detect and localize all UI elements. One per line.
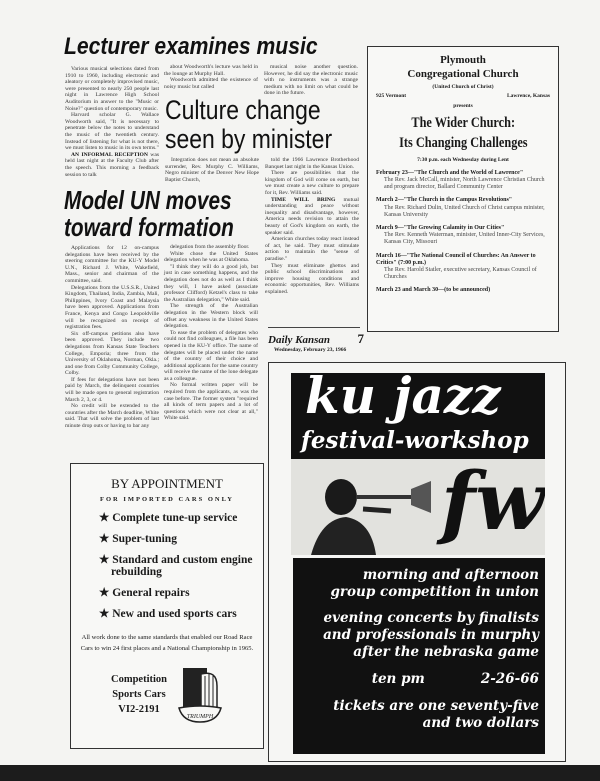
jazz-subtitle: festival-workshop (301, 427, 529, 454)
service-item: ★ Standard and custom engine rebuilding (99, 554, 253, 578)
affiliation: (United Church of Christ) (432, 84, 494, 90)
paragraph: Delegations from the U.S.S.R., United Kingdom, Thailand, India, Zambia, Mali, Philippines, Ivory Coast and Malaysia have been approved. Applications from France, Kenya and Congo Leopoldville will be recognized on receipt of registration fees. (65, 284, 159, 331)
headline-lecturer: Lecturer examines music (64, 33, 318, 60)
church-name: Plymouth (440, 54, 486, 66)
event: March 2—"The Church in the Campus Revolutions" The Rev. Richard Dulin, United Church of Christ campus minister, Kansas University (376, 197, 545, 218)
event: March 9—"The Growing Calamity in Our Cities" The Rev. Kenneth Waterman, minister, United Inner-City Services, Kansas City, Missouri (376, 225, 545, 246)
event: February 23—"The Church and the World of Lawrence" The Rev. Jack McCall, minister, North Lawrence Christian Church and program director, Ballard Community Center (376, 169, 545, 191)
ad-title: BY APPOINTMENT (111, 476, 223, 491)
paragraph: American churches today react instead of act, he said. They must stimulate action to maintain the "sense of paradise." (265, 236, 359, 262)
music-column-3 (264, 64, 358, 97)
paragraph: Harvard scholar G. Wallace Woodworth said, "It is necessary to penetrate below the notes to understand the music of the twentieth century. Instead of listening for what is not there, we must listen to music in its own terms." (65, 112, 159, 152)
paragraph: If fees for delegations have not been paid by March, the delinquent countries will be made open to general registration March 2, 3, or 4. (65, 376, 159, 403)
event-final: March 23 and March 30—(to be announced) (376, 287, 491, 294)
paragraph: Integration does not mean an absolute surrender, Rev. Murphy C. Williams, Negro minister of the Denver New Hope Baptist Church, (165, 157, 259, 183)
paragraph: Six off-campus petitions also have been approved. They include two delegations from Kansas State Teachers College, Emporia; three from the University of Oklahoma, Norman, Okla.; and one from Colby Community College, Colby. (65, 330, 159, 377)
service-list (79, 510, 255, 620)
music-column-1 (65, 66, 159, 178)
jazz-ad (268, 362, 566, 762)
service-item: ★ Super-tuning (99, 533, 177, 545)
monogram: fw (441, 459, 545, 548)
detail-line: group competition in union (330, 584, 539, 600)
church-name: Congregational Church (407, 68, 519, 80)
paragraph: musical noise another question. However, he did say the electronic music with no instruments was a strange medium with no limit on what could be done in the future. (264, 64, 358, 97)
detail-line: and professionals in murphy (323, 627, 539, 643)
paragraph: TIME WILL BRING mutual understanding and peace without inequality and disadvantage, however, America needs revision to attain the beauty of God's kingdom on earth, the speaker said. (265, 196, 359, 236)
paragraph: told the 1966 Lawrence Brotherhood Banquet last night in the Kansas Union. (265, 157, 359, 170)
page-number: 7 (357, 331, 364, 346)
jazz-details-panel (293, 558, 545, 754)
trumpeter-photo (291, 459, 545, 555)
svg-text:TRIUMPH: TRIUMPH (186, 714, 214, 720)
car-ad (70, 463, 264, 749)
jazz-title: ku jazz (305, 373, 501, 425)
paragraph: The strength of the Australian delegation in the Western block will offset any weakness in the United States delegation. (164, 303, 258, 330)
paragraph: AN INFORMAL RECEPTION was held last night at the Faculty Club after the speech. This morning a feedback session to talk (65, 151, 159, 178)
blurb: All work done to the same standards that enabled our Road Race Cars to win 24 first places and a National Championship in 1965. (80, 634, 254, 652)
address: 925 Vermont (376, 93, 407, 100)
paragraph: No credit will be extended to the countries after the March deadline, White said. That will solve the problem of last minute drop outs or having to bar any (65, 403, 159, 430)
headline-model-un: Model UN moves toward formation (64, 185, 234, 242)
issue-date: Wednesday, February 23, 1966 (274, 347, 347, 353)
detail-line: and two dollars (422, 715, 539, 731)
detail-line: morning and afternoon (362, 567, 539, 583)
paragraph: Woodworth admitted the existence of noisy music but called (164, 77, 258, 90)
un-column-1 (65, 245, 159, 430)
service-item: ★ New and used sports cars (99, 608, 237, 620)
detail-line: tickets are one seventy-five (333, 698, 539, 714)
event-time: ten pm (371, 671, 425, 687)
paragraph: To ease the problem of delegates who could not find colleagues, a file has been opened in the KU-Y office. The name of delegates will be placed under the name of the country of their choice and additional applicants for the same country will receive the name of the lone delegate as a colleague. (164, 329, 258, 382)
culture-column-2 (265, 157, 359, 295)
paragraph: White chose the United States delegation when he was at Oklahoma. (164, 250, 258, 264)
triumph-logo-icon (177, 664, 223, 724)
paragraph: delegation from the assembly floor. (170, 244, 250, 250)
jazz-title-panel (291, 373, 545, 459)
event-date: 2-26-66 (480, 671, 539, 687)
un-column-2 (164, 244, 258, 422)
service-item: ★ General repairs (99, 587, 190, 599)
service-item: ★ Complete tune-up service (99, 512, 238, 524)
series-title: The Wider Church: Its Changing Challenges (398, 114, 528, 151)
paragraph: Various musical selections dated from 1910 to 1960, including electronic and aleatory or completely improvised music, were presented to nearly 250 people last night in Lawrence High School Auditorium in answer to the "Music or Noise?" question of contemporary music. (65, 66, 159, 112)
headline-culture: Culture change seen by minister (165, 95, 333, 154)
presents: presents (453, 103, 473, 110)
scan-edge (0, 765, 600, 781)
music-column-2 (164, 64, 258, 90)
paragraph: Applications for 12 on-campus delegations have been received by the steering committee for the KU-Y Model U.N., Richard J. White, Wakefield, Mass., senior and chairman of the committee, said. (65, 245, 159, 284)
paragraph: "I think they will do a good job, but just in case something happens, and the delegation does not do as well as I think they will, I have asked (associate professor Clifford) Ketzel's class to take the Australian delegation," White said. (164, 263, 258, 303)
paragraph: No formal written paper will be required from the applicants, as was the case before. The former system "required all kinds of term papers and a lot of questions which were not clear at all," White said. (164, 382, 258, 422)
paragraph: about Woodworth's lecture was held in the lounge at Murphy Hall. (164, 64, 258, 77)
detail-line: evening concerts by finalists (323, 610, 539, 626)
event: March 16—"The National Council of Churches: An Answer to Critics" (7:00 p.m.) The Rev. Harold Statler, executive secretary, Kansas Council of Churches (376, 252, 537, 281)
trumpeter-icon (301, 459, 451, 555)
paper-name: Daily Kansan (268, 334, 331, 346)
time: 7:30 p.m. each Wednesday during Lent (417, 156, 509, 163)
divider (268, 327, 360, 328)
ad-subtitle: FOR IMPORTED CARS ONLY (100, 496, 234, 503)
paragraph: They must eliminate ghettos and public school discriminations and improve housing conditions and economic opportunities, Rev. Williams explained. (265, 262, 359, 295)
paragraph: There are possibilities that the kingdom of God will come on earth, but we must create a new culture to prepare for it, Rev. Williams said. (265, 170, 359, 196)
company-info: Competition Sports Cars VI2-2191 (111, 673, 167, 715)
city: Lawrence, Kansas (507, 93, 550, 100)
detail-line: after the nebraska game (353, 644, 539, 660)
culture-column-1 (165, 157, 259, 183)
folio (268, 332, 364, 354)
church-ad (367, 46, 559, 332)
